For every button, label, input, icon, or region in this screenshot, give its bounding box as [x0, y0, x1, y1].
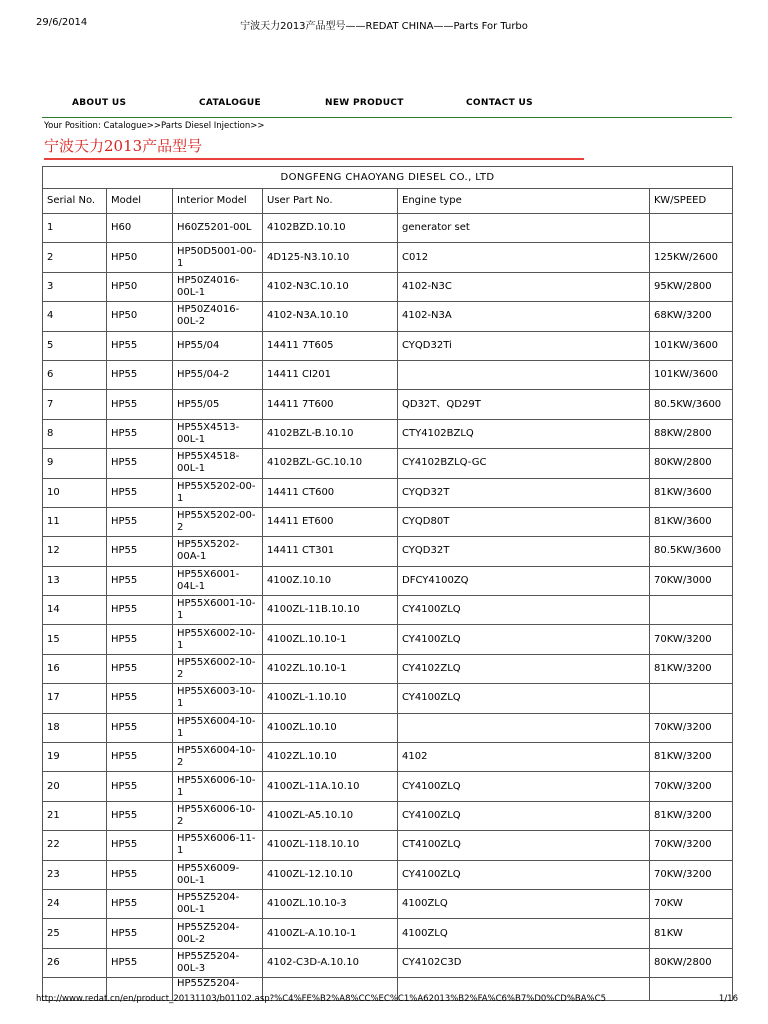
parts-table — [42, 166, 733, 1001]
nav-about-link[interactable]: ABOUT US — [72, 98, 127, 108]
cell-engine-type: CY4102C3D — [398, 948, 650, 977]
cell-interior-model: HP55X6009-00L-1 — [173, 860, 263, 889]
cell-engine-type — [398, 360, 650, 389]
table-row — [43, 801, 733, 830]
cell-interior-model: HP55X6001-10-1 — [173, 596, 263, 625]
cell-interior-model: HP55/04-2 — [173, 360, 263, 389]
print-header — [36, 17, 732, 31]
page-url: http://www.redat.cn/en/product_20131103/b01102.asp?%C4%FE%B2%A8%CC%EC%C1%A62013%B2%FA%C6%B7%D0%CD%BA%C5 — [36, 994, 606, 1004]
cell-interior-model: HP50Z4016-00L-2 — [173, 302, 263, 331]
cell-model: H60 — [107, 214, 173, 243]
cell-serial: 22 — [43, 831, 107, 860]
cell-user-part: 4100ZL-12.10.10 — [263, 860, 398, 889]
print-footer — [36, 994, 738, 1006]
cell-user-part: 4100Z.10.10 — [263, 566, 398, 595]
title-underline — [44, 158, 584, 160]
cell-interior-model: HP55X6004-10-1 — [173, 713, 263, 742]
cell-kw-speed: 95KW/2800 — [650, 272, 733, 301]
cell-serial: 1 — [43, 214, 107, 243]
cell-kw-speed: 80KW/2800 — [650, 948, 733, 977]
cell-user-part: 4102ZL.10.10-1 — [263, 654, 398, 683]
table-row — [43, 860, 733, 889]
cell-engine-type: CY4100ZLQ — [398, 625, 650, 654]
nav-divider — [42, 117, 732, 118]
cell-model: HP55 — [107, 419, 173, 448]
cell-user-part: 4100ZL-11A.10.10 — [263, 772, 398, 801]
table-row — [43, 272, 733, 301]
table-row — [43, 654, 733, 683]
cell-engine-type: CTY4102BZLQ — [398, 419, 650, 448]
cell-interior-model: HP55X6006-11-1 — [173, 831, 263, 860]
cell-user-part: 14411 CT301 — [263, 537, 398, 566]
cell-kw-speed: 81KW/3200 — [650, 654, 733, 683]
cell-interior-model: HP50Z4016-00L-1 — [173, 272, 263, 301]
table-row — [43, 449, 733, 478]
cell-model: HP55 — [107, 596, 173, 625]
print-date: 29/6/2014 — [36, 17, 88, 28]
table-row — [43, 596, 733, 625]
cell-engine-type: CYQD80T — [398, 507, 650, 536]
cell-user-part: 4102BZL-B.10.10 — [263, 419, 398, 448]
cell-model: HP55 — [107, 684, 173, 713]
cell-interior-model: HP55X6004-10-2 — [173, 743, 263, 772]
cell-engine-type: 4102 — [398, 743, 650, 772]
cell-user-part: 4100ZL.10.10-1 — [263, 625, 398, 654]
table-row — [43, 831, 733, 860]
cell-user-part: 4100ZL-11B.10.10 — [263, 596, 398, 625]
cell-kw-speed: 80KW/2800 — [650, 449, 733, 478]
table-row — [43, 390, 733, 419]
cell-engine-type: CYQD32T — [398, 478, 650, 507]
cell-user-part: 4D125-N3.10.10 — [263, 243, 398, 272]
cell-serial: 17 — [43, 684, 107, 713]
cell-model: HP55 — [107, 801, 173, 830]
table-row — [43, 214, 733, 243]
cell-user-part: 4100ZL-118.10.10 — [263, 831, 398, 860]
cell-user-part: 4102BZL-GC.10.10 — [263, 449, 398, 478]
table-row — [43, 360, 733, 389]
cell-user-part: 4102-N3C.10.10 — [263, 272, 398, 301]
cell-user-part: 4100ZL.10.10 — [263, 713, 398, 742]
cell-model: HP55 — [107, 507, 173, 536]
cell-engine-type: CY4100ZLQ — [398, 860, 650, 889]
table-row — [43, 713, 733, 742]
cell-kw-speed: 70KW/3000 — [650, 566, 733, 595]
cell-engine-type: 4102-N3A — [398, 302, 650, 331]
cell-user-part: 14411 ET600 — [263, 507, 398, 536]
nav-new-product-link[interactable]: NEW PRODUCT — [325, 98, 404, 108]
cell-interior-model: HP55Z5204-00L-3 — [173, 948, 263, 977]
cell-serial: 19 — [43, 743, 107, 772]
cell-engine-type: CT4100ZLQ — [398, 831, 650, 860]
table-row — [43, 331, 733, 360]
cell-model: HP55 — [107, 449, 173, 478]
cell-user-part: 4100ZL.10.10-3 — [263, 889, 398, 918]
cell-model: HP55 — [107, 831, 173, 860]
table-row — [43, 743, 733, 772]
cell-model: HP50 — [107, 272, 173, 301]
table-row — [43, 772, 733, 801]
cell-model: HP55 — [107, 889, 173, 918]
table-row — [43, 302, 733, 331]
header-row — [43, 189, 733, 214]
table-row — [43, 537, 733, 566]
cell-kw-speed: 70KW — [650, 889, 733, 918]
cell-user-part: 4100ZL-A.10.10-1 — [263, 919, 398, 948]
cell-model: HP55 — [107, 948, 173, 977]
cell-kw-speed: 101KW/3600 — [650, 360, 733, 389]
cell-serial: 26 — [43, 948, 107, 977]
table-row — [43, 889, 733, 918]
cell-model: HP55 — [107, 478, 173, 507]
cell-model: HP55 — [107, 537, 173, 566]
cell-serial: 18 — [43, 713, 107, 742]
header-engine-type: Engine type — [398, 189, 650, 214]
cell-engine-type: QD32T、QD29T — [398, 390, 650, 419]
cell-interior-model: HP55Z5204-00L-1 — [173, 889, 263, 918]
cell-engine-type: 4100ZLQ — [398, 919, 650, 948]
cell-interior-model: HP55X5202-00-1 — [173, 478, 263, 507]
page-title: 宁波天力2013产品型号 — [44, 137, 203, 155]
main-nav — [36, 98, 736, 110]
cell-kw-speed: 125KW/2600 — [650, 243, 733, 272]
cell-engine-type: CY4100ZLQ — [398, 801, 650, 830]
company-row — [43, 167, 733, 189]
cell-interior-model: HP55X6006-10-2 — [173, 801, 263, 830]
cell-kw-speed: 81KW/3200 — [650, 743, 733, 772]
table-row — [43, 243, 733, 272]
table-row — [43, 566, 733, 595]
cell-kw-speed: 81KW/3600 — [650, 507, 733, 536]
header-serial: Serial No. — [43, 189, 107, 214]
cell-model: HP55 — [107, 390, 173, 419]
cell-engine-type: CY4102ZLQ — [398, 654, 650, 683]
nav-catalogue-link[interactable]: CATALOGUE — [199, 98, 261, 108]
cell-interior-model: HP55X6006-10-1 — [173, 772, 263, 801]
cell-user-part: 4102BZD.10.10 — [263, 214, 398, 243]
cell-serial: 3 — [43, 272, 107, 301]
cell-serial: 10 — [43, 478, 107, 507]
cell-model: HP50 — [107, 243, 173, 272]
company-name: DONGFENG CHAOYANG DIESEL CO., LTD — [43, 167, 733, 189]
cell-interior-model: HP55X6001-04L-1 — [173, 566, 263, 595]
cell-engine-type: DFCY4100ZQ — [398, 566, 650, 595]
cell-engine-type: 4102-N3C — [398, 272, 650, 301]
cell-model: HP55 — [107, 919, 173, 948]
cell-engine-type: CY4102BZLQ-GC — [398, 449, 650, 478]
cell-engine-type: generator set — [398, 214, 650, 243]
page-number: 1/16 — [718, 994, 738, 1004]
header-kw-speed: KW/SPEED — [650, 189, 733, 214]
cell-serial: 21 — [43, 801, 107, 830]
cell-kw-speed: 68KW/3200 — [650, 302, 733, 331]
cell-serial: 14 — [43, 596, 107, 625]
cell-kw-speed — [650, 214, 733, 243]
cell-interior-model: HP55X6002-10-2 — [173, 654, 263, 683]
cell-serial: 9 — [43, 449, 107, 478]
cell-model: HP55 — [107, 860, 173, 889]
cell-user-part: 4102-C3D-A.10.10 — [263, 948, 398, 977]
cell-user-part: 14411 7T600 — [263, 390, 398, 419]
cell-model: HP55 — [107, 743, 173, 772]
cell-model: HP55 — [107, 654, 173, 683]
cell-kw-speed: 81KW — [650, 919, 733, 948]
table-row — [43, 419, 733, 448]
cell-interior-model: HP55X4518-00L-1 — [173, 449, 263, 478]
cell-interior-model: HP55X6003-10-1 — [173, 684, 263, 713]
cell-kw-speed: 80.5KW/3600 — [650, 390, 733, 419]
cell-serial: 2 — [43, 243, 107, 272]
cell-model: HP55 — [107, 360, 173, 389]
table-row — [43, 919, 733, 948]
table-row — [43, 478, 733, 507]
cell-kw-speed — [650, 596, 733, 625]
cell-user-part: 4100ZL-1.10.10 — [263, 684, 398, 713]
table-row — [43, 507, 733, 536]
cell-model: HP55 — [107, 713, 173, 742]
cell-serial: 7 — [43, 390, 107, 419]
cell-kw-speed: 101KW/3600 — [650, 331, 733, 360]
cell-user-part: 14411 CT600 — [263, 478, 398, 507]
cell-kw-speed: 88KW/2800 — [650, 419, 733, 448]
cell-model: HP50 — [107, 302, 173, 331]
cell-serial: 15 — [43, 625, 107, 654]
cell-engine-type: CY4100ZLQ — [398, 772, 650, 801]
cell-model: HP55 — [107, 625, 173, 654]
cell-interior-model: HP55/05 — [173, 390, 263, 419]
cell-kw-speed: 70KW/3200 — [650, 625, 733, 654]
table-row — [43, 625, 733, 654]
cell-engine-type: C012 — [398, 243, 650, 272]
cell-kw-speed: 70KW/3200 — [650, 860, 733, 889]
cell-interior-model: H60Z5201-00L — [173, 214, 263, 243]
cell-user-part: 4102-N3A.10.10 — [263, 302, 398, 331]
cell-serial: 5 — [43, 331, 107, 360]
cell-serial: 6 — [43, 360, 107, 389]
cell-serial: 11 — [43, 507, 107, 536]
cell-serial: 12 — [43, 537, 107, 566]
cell-engine-type: 4100ZLQ — [398, 889, 650, 918]
cell-user-part: 4100ZL-A5.10.10 — [263, 801, 398, 830]
cell-serial: 4 — [43, 302, 107, 331]
cell-interior-model: HP50D5001-00-1 — [173, 243, 263, 272]
cell-serial: 20 — [43, 772, 107, 801]
header-user-part: User Part No. — [263, 189, 398, 214]
cell-interior-model: HP55X4513-00L-1 — [173, 419, 263, 448]
nav-contact-link[interactable]: CONTACT US — [466, 98, 533, 108]
cell-kw-speed — [650, 684, 733, 713]
cell-interior-model: HP55X5202-00-2 — [173, 507, 263, 536]
breadcrumb-text: Your Position: Catalogue>>Parts Diesel Injection>> — [44, 121, 265, 131]
cell-serial: 8 — [43, 419, 107, 448]
cell-user-part: 14411 CI201 — [263, 360, 398, 389]
cell-serial: 23 — [43, 860, 107, 889]
table-row — [43, 948, 733, 977]
cell-serial: 24 — [43, 889, 107, 918]
cell-model: HP55 — [107, 331, 173, 360]
cell-kw-speed: 70KW/3200 — [650, 831, 733, 860]
cell-model: HP55 — [107, 772, 173, 801]
cell-kw-speed: 81KW/3200 — [650, 801, 733, 830]
header-interior-model: Interior Model — [173, 189, 263, 214]
cell-kw-speed: 70KW/3200 — [650, 772, 733, 801]
breadcrumb — [44, 121, 264, 131]
cell-user-part: 4102ZL.10.10 — [263, 743, 398, 772]
cell-interior-model: HP55X5202-00A-1 — [173, 537, 263, 566]
cell-engine-type: CY4100ZLQ — [398, 596, 650, 625]
cell-engine-type: CY4100ZLQ — [398, 684, 650, 713]
cell-interior-model: HP55X6002-10-1 — [173, 625, 263, 654]
cell-kw-speed: 80.5KW/3600 — [650, 537, 733, 566]
cell-kw-speed: 70KW/3200 — [650, 713, 733, 742]
table-row — [43, 684, 733, 713]
cell-interior-model: HP55Z5204-00L-2 — [173, 919, 263, 948]
cell-serial: 25 — [43, 919, 107, 948]
cell-engine-type: CYQD32Ti — [398, 331, 650, 360]
cell-interior-model: HP55Z5204- — [173, 978, 263, 1001]
cell-kw-speed: 81KW/3600 — [650, 478, 733, 507]
cell-engine-type — [398, 713, 650, 742]
header-model: Model — [107, 189, 173, 214]
cell-engine-type: CYQD32T — [398, 537, 650, 566]
cell-serial: 16 — [43, 654, 107, 683]
cell-user-part: 14411 7T605 — [263, 331, 398, 360]
print-title: 宁波天力2013产品型号——REDAT CHINA——Parts For Turbo — [240, 21, 528, 32]
cell-serial: 13 — [43, 566, 107, 595]
cell-interior-model: HP55/04 — [173, 331, 263, 360]
cell-model: HP55 — [107, 566, 173, 595]
